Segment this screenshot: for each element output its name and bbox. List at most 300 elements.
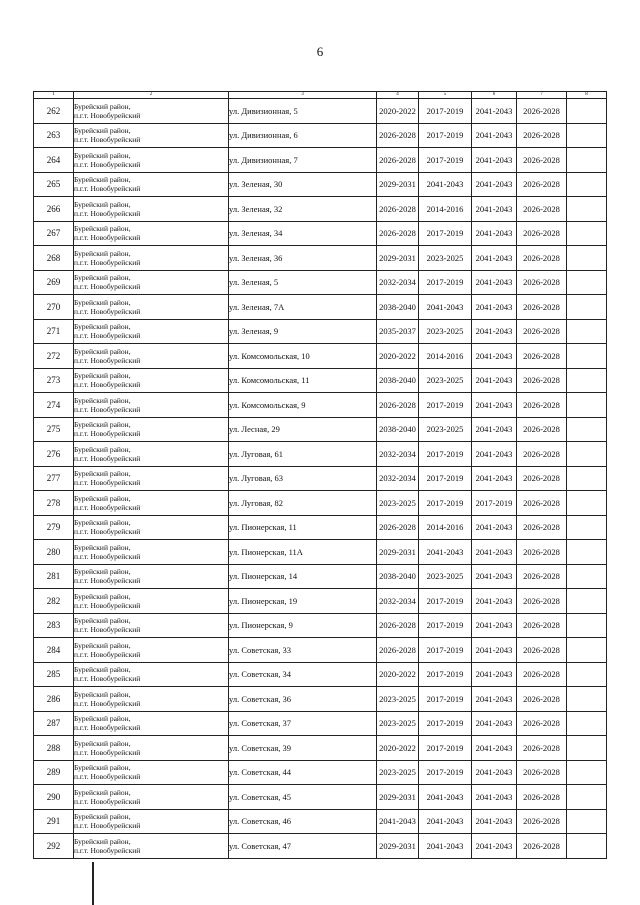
period-col-5: 2017-2019 [419,221,472,246]
period-col-4: 2038-2040 [377,417,419,442]
row-number: 271 [34,319,74,344]
settlement-name: п.г.т. Новобурейский [74,453,141,463]
period-col-5: 2023-2025 [419,368,472,393]
row-number: 285 [34,662,74,687]
empty-col-8 [567,736,607,761]
settlement-name: п.г.т. Новобурейский [74,772,141,782]
period-col-6: 2041-2043 [472,148,517,173]
period-col-5: 2017-2019 [419,760,472,785]
table-row [34,662,607,687]
period-col-7: 2026-2028 [517,638,567,663]
period-col-6: 2041-2043 [472,809,517,834]
row-number: 289 [34,760,74,785]
table-row [34,393,607,418]
period-col-4: 2038-2040 [377,564,419,589]
district-cell [74,491,229,516]
header-cell-2: 2 [74,92,229,99]
period-col-4: 2026-2028 [377,123,419,148]
period-col-6: 2041-2043 [472,270,517,295]
row-number: 269 [34,270,74,295]
period-col-4: 2020-2022 [377,99,419,124]
period-col-7: 2026-2028 [517,662,567,687]
district-cell [74,246,229,271]
table-row [34,344,607,369]
period-col-4: 2029-2031 [377,172,419,197]
address-cell: ул. Луговая, 63 [229,466,377,491]
period-col-5: 2017-2019 [419,393,472,418]
address-cell: ул. Зеленая, 36 [229,246,377,271]
period-col-6: 2041-2043 [472,368,517,393]
settlement-name: п.г.т. Новобурейский [74,576,141,586]
district-cell [74,148,229,173]
settlement-name: п.г.т. Новобурейский [74,184,141,194]
district-name: Бурейский район, [74,518,131,528]
period-col-4: 2020-2022 [377,344,419,369]
empty-col-8 [567,711,607,736]
table-row [34,221,607,246]
empty-col-8 [567,638,607,663]
address-cell: ул. Комсомольская, 10 [229,344,377,369]
period-col-4: 2029-2031 [377,785,419,810]
district-cell [74,613,229,638]
empty-col-8 [567,613,607,638]
district-name: Бурейский район, [74,836,131,846]
registry-table [33,91,607,859]
row-number: 283 [34,613,74,638]
period-col-5: 2014-2016 [419,515,472,540]
row-number: 280 [34,540,74,565]
period-col-4: 2026-2028 [377,393,419,418]
district-cell [74,834,229,859]
period-col-7: 2026-2028 [517,123,567,148]
district-name: Бурейский район, [74,812,131,822]
period-col-5: 2014-2016 [419,344,472,369]
row-number: 273 [34,368,74,393]
table-row [34,540,607,565]
period-col-5: 2017-2019 [419,662,472,687]
settlement-name: п.г.т. Новобурейский [74,404,141,414]
address-cell: ул. Советская, 47 [229,834,377,859]
district-name: Бурейский район, [74,567,131,577]
period-col-7: 2026-2028 [517,687,567,712]
address-cell: ул. Дивизионная, 6 [229,123,377,148]
period-col-4: 2038-2040 [377,295,419,320]
row-number: 275 [34,417,74,442]
period-col-7: 2026-2028 [517,148,567,173]
empty-col-8 [567,785,607,810]
period-col-6: 2041-2043 [472,442,517,467]
period-col-7: 2026-2028 [517,760,567,785]
district-cell [74,417,229,442]
period-col-4: 2026-2028 [377,197,419,222]
empty-col-8 [567,246,607,271]
address-cell: ул. Зеленая, 32 [229,197,377,222]
empty-col-8 [567,123,607,148]
period-col-6: 2041-2043 [472,417,517,442]
district-cell [74,540,229,565]
header-cell-3: 3 [229,92,377,99]
period-col-6: 2041-2043 [472,662,517,687]
district-name: Бурейский район, [74,322,131,332]
period-col-7: 2026-2028 [517,711,567,736]
settlement-name: п.г.т. Новобурейский [74,110,141,120]
address-cell: ул. Советская, 36 [229,687,377,712]
period-col-7: 2026-2028 [517,270,567,295]
table-row [34,417,607,442]
district-cell [74,711,229,736]
period-col-4: 2029-2031 [377,834,419,859]
period-col-7: 2026-2028 [517,515,567,540]
district-name: Бурейский район, [74,395,131,405]
empty-col-8 [567,221,607,246]
empty-col-8 [567,564,607,589]
district-name: Бурейский район, [74,126,131,136]
district-cell [74,662,229,687]
address-cell: ул. Луговая, 82 [229,491,377,516]
district-name: Бурейский район, [74,199,131,209]
row-number: 262 [34,99,74,124]
period-col-7: 2026-2028 [517,417,567,442]
table-row [34,834,607,859]
empty-col-8 [567,148,607,173]
district-cell [74,197,229,222]
period-col-6: 2041-2043 [472,760,517,785]
district-cell [74,736,229,761]
settlement-name: п.г.т. Новобурейский [74,233,141,243]
period-col-7: 2026-2028 [517,613,567,638]
district-name: Бурейский район, [74,101,131,111]
period-col-6: 2041-2043 [472,638,517,663]
period-col-7: 2026-2028 [517,221,567,246]
period-col-4: 2026-2028 [377,148,419,173]
row-number: 287 [34,711,74,736]
settlement-name: п.г.т. Новобурейский [74,355,141,365]
period-col-7: 2026-2028 [517,736,567,761]
empty-col-8 [567,589,607,614]
district-cell [74,270,229,295]
district-cell [74,295,229,320]
district-cell [74,515,229,540]
header-cell-5: 5 [419,92,472,99]
period-col-7: 2026-2028 [517,564,567,589]
district-cell [74,638,229,663]
period-col-5: 2023-2025 [419,564,472,589]
period-col-5: 2014-2016 [419,197,472,222]
period-col-6: 2017-2019 [472,491,517,516]
period-col-5: 2023-2025 [419,319,472,344]
period-col-7: 2026-2028 [517,589,567,614]
period-col-7: 2026-2028 [517,785,567,810]
period-col-6: 2041-2043 [472,564,517,589]
row-number: 266 [34,197,74,222]
settlement-name: п.г.т. Новобурейский [74,698,141,708]
period-col-7: 2026-2028 [517,99,567,124]
row-number: 286 [34,687,74,712]
district-name: Бурейский район, [74,150,131,160]
address-cell: ул. Комсомольская, 9 [229,393,377,418]
period-col-6: 2041-2043 [472,687,517,712]
table-row [34,123,607,148]
district-name: Бурейский район, [74,297,131,307]
empty-col-8 [567,491,607,516]
period-col-5: 2017-2019 [419,589,472,614]
period-col-6: 2041-2043 [472,589,517,614]
period-col-6: 2041-2043 [472,221,517,246]
address-cell: ул. Советская, 34 [229,662,377,687]
settlement-name: п.г.т. Новобурейский [74,551,141,561]
row-number: 268 [34,246,74,271]
settlement-name: п.г.т. Новобурейский [74,159,141,169]
period-col-7: 2026-2028 [517,442,567,467]
period-col-7: 2026-2028 [517,172,567,197]
table-row [34,589,607,614]
settlement-name: п.г.т. Новобурейский [74,625,141,635]
district-cell [74,687,229,712]
address-cell: ул. Лесная, 29 [229,417,377,442]
district-cell [74,99,229,124]
period-col-5: 2017-2019 [419,687,472,712]
table-row [34,295,607,320]
address-cell: ул. Дивизионная, 5 [229,99,377,124]
row-number: 278 [34,491,74,516]
period-col-7: 2026-2028 [517,295,567,320]
period-col-4: 2026-2028 [377,613,419,638]
table-body [34,99,607,859]
empty-col-8 [567,466,607,491]
district-cell [74,368,229,393]
period-col-4: 2032-2034 [377,589,419,614]
period-col-4: 2029-2031 [377,540,419,565]
period-col-5: 2041-2043 [419,809,472,834]
district-name: Бурейский район, [74,616,131,626]
empty-col-8 [567,319,607,344]
table-row [34,638,607,663]
empty-col-8 [567,662,607,687]
period-col-5: 2041-2043 [419,785,472,810]
district-name: Бурейский район, [74,591,131,601]
table-row [34,319,607,344]
period-col-5: 2017-2019 [419,736,472,761]
period-col-7: 2026-2028 [517,197,567,222]
period-col-5: 2017-2019 [419,491,472,516]
period-col-5: 2017-2019 [419,711,472,736]
period-col-4: 2041-2043 [377,809,419,834]
table-row [34,711,607,736]
period-col-5: 2017-2019 [419,148,472,173]
period-col-4: 2032-2034 [377,442,419,467]
settlement-name: п.г.т. Новобурейский [74,527,141,537]
period-col-5: 2041-2043 [419,295,472,320]
district-cell [74,393,229,418]
period-col-6: 2041-2043 [472,466,517,491]
settlement-name: п.г.т. Новобурейский [74,208,141,218]
period-col-7: 2026-2028 [517,809,567,834]
table-row [34,270,607,295]
table-row [34,491,607,516]
header-cell-7: 7 [517,92,567,99]
period-col-4: 2026-2028 [377,515,419,540]
empty-col-8 [567,442,607,467]
district-name: Бурейский район, [74,444,131,454]
period-col-5: 2017-2019 [419,638,472,663]
period-col-7: 2026-2028 [517,246,567,271]
address-cell: ул. Дивизионная, 7 [229,148,377,173]
period-col-5: 2041-2043 [419,540,472,565]
district-name: Бурейский район, [74,665,131,675]
page-number: 6 [316,44,324,59]
period-col-7: 2026-2028 [517,834,567,859]
header-cell-1: 1 [34,92,74,99]
address-cell: ул. Пионерская, 9 [229,613,377,638]
table-row [34,466,607,491]
row-number: 279 [34,515,74,540]
empty-col-8 [567,172,607,197]
period-col-6: 2041-2043 [472,711,517,736]
margin-mark [92,862,94,905]
table-row [34,760,607,785]
district-name: Бурейский район, [74,371,131,381]
address-cell: ул. Луговая, 61 [229,442,377,467]
settlement-name: п.г.т. Новобурейский [74,306,141,316]
settlement-name: п.г.т. Новобурейский [74,821,141,831]
row-number: 282 [34,589,74,614]
empty-col-8 [567,809,607,834]
settlement-name: п.г.т. Новобурейский [74,649,141,659]
empty-col-8 [567,393,607,418]
period-col-5: 2023-2025 [419,417,472,442]
period-col-6: 2041-2043 [472,785,517,810]
row-number: 291 [34,809,74,834]
district-cell [74,785,229,810]
district-name: Бурейский район, [74,714,131,724]
row-number: 292 [34,834,74,859]
settlement-name: п.г.т. Новобурейский [74,600,141,610]
period-col-6: 2041-2043 [472,393,517,418]
period-col-4: 2035-2037 [377,319,419,344]
period-col-5: 2017-2019 [419,270,472,295]
table-row [34,246,607,271]
address-cell: ул. Советская, 46 [229,809,377,834]
period-col-6: 2041-2043 [472,515,517,540]
settlement-name: п.г.т. Новобурейский [74,257,141,267]
district-name: Бурейский район, [74,420,131,430]
settlement-name: п.г.т. Новобурейский [74,135,141,145]
table-row [34,736,607,761]
row-number: 276 [34,442,74,467]
period-col-7: 2026-2028 [517,344,567,369]
address-cell: ул. Зеленая, 5 [229,270,377,295]
district-name: Бурейский район, [74,248,131,258]
period-col-7: 2026-2028 [517,540,567,565]
district-cell [74,123,229,148]
table-row [34,809,607,834]
district-cell [74,564,229,589]
settlement-name: п.г.т. Новобурейский [74,674,141,684]
district-cell [74,589,229,614]
row-number: 290 [34,785,74,810]
period-col-5: 2017-2019 [419,123,472,148]
period-col-6: 2041-2043 [472,344,517,369]
address-cell: ул. Советская, 33 [229,638,377,663]
empty-col-8 [567,834,607,859]
row-number: 264 [34,148,74,173]
period-col-6: 2041-2043 [472,295,517,320]
period-col-4: 2023-2025 [377,760,419,785]
district-name: Бурейский район, [74,542,131,552]
district-name: Бурейский район, [74,175,131,185]
district-cell [74,172,229,197]
table-row [34,515,607,540]
empty-col-8 [567,540,607,565]
settlement-name: п.г.т. Новобурейский [74,478,141,488]
period-col-4: 2023-2025 [377,491,419,516]
period-col-6: 2041-2043 [472,197,517,222]
period-col-6: 2041-2043 [472,540,517,565]
period-col-4: 2023-2025 [377,687,419,712]
period-col-5: 2023-2025 [419,246,472,271]
period-col-4: 2020-2022 [377,736,419,761]
district-cell [74,221,229,246]
empty-col-8 [567,295,607,320]
district-name: Бурейский район, [74,346,131,356]
address-cell: ул. Советская, 45 [229,785,377,810]
header-cell-8: 8 [567,92,607,99]
row-number: 263 [34,123,74,148]
address-cell: ул. Пионерская, 14 [229,564,377,589]
period-col-5: 2041-2043 [419,834,472,859]
period-col-5: 2041-2043 [419,172,472,197]
table-row [34,172,607,197]
header-row [34,92,607,99]
district-name: Бурейский район, [74,763,131,773]
address-cell: ул. Зеленая, 34 [229,221,377,246]
period-col-6: 2041-2043 [472,319,517,344]
table-row [34,148,607,173]
district-name: Бурейский район, [74,493,131,503]
district-name: Бурейский район, [74,640,131,650]
empty-col-8 [567,515,607,540]
district-name: Бурейский район, [74,738,131,748]
empty-col-8 [567,760,607,785]
period-col-6: 2041-2043 [472,613,517,638]
district-cell [74,442,229,467]
settlement-name: п.г.т. Новобурейский [74,331,141,341]
period-col-5: 2017-2019 [419,466,472,491]
period-col-6: 2041-2043 [472,834,517,859]
period-col-4: 2020-2022 [377,662,419,687]
table-row [34,613,607,638]
period-col-4: 2038-2040 [377,368,419,393]
address-cell: ул. Советская, 44 [229,760,377,785]
district-name: Бурейский район, [74,273,131,283]
settlement-name: п.г.т. Новобурейский [74,747,141,757]
table-row [34,99,607,124]
period-col-4: 2023-2025 [377,711,419,736]
period-col-4: 2029-2031 [377,246,419,271]
header-cell-4: 4 [377,92,419,99]
settlement-name: п.г.т. Новобурейский [74,282,141,292]
period-col-4: 2026-2028 [377,221,419,246]
address-cell: ул. Советская, 37 [229,711,377,736]
period-col-4: 2026-2028 [377,638,419,663]
period-col-6: 2041-2043 [472,99,517,124]
row-number: 274 [34,393,74,418]
settlement-name: п.г.т. Новобурейский [74,723,141,733]
table-row [34,564,607,589]
row-number: 284 [34,638,74,663]
empty-col-8 [567,687,607,712]
period-col-6: 2041-2043 [472,246,517,271]
